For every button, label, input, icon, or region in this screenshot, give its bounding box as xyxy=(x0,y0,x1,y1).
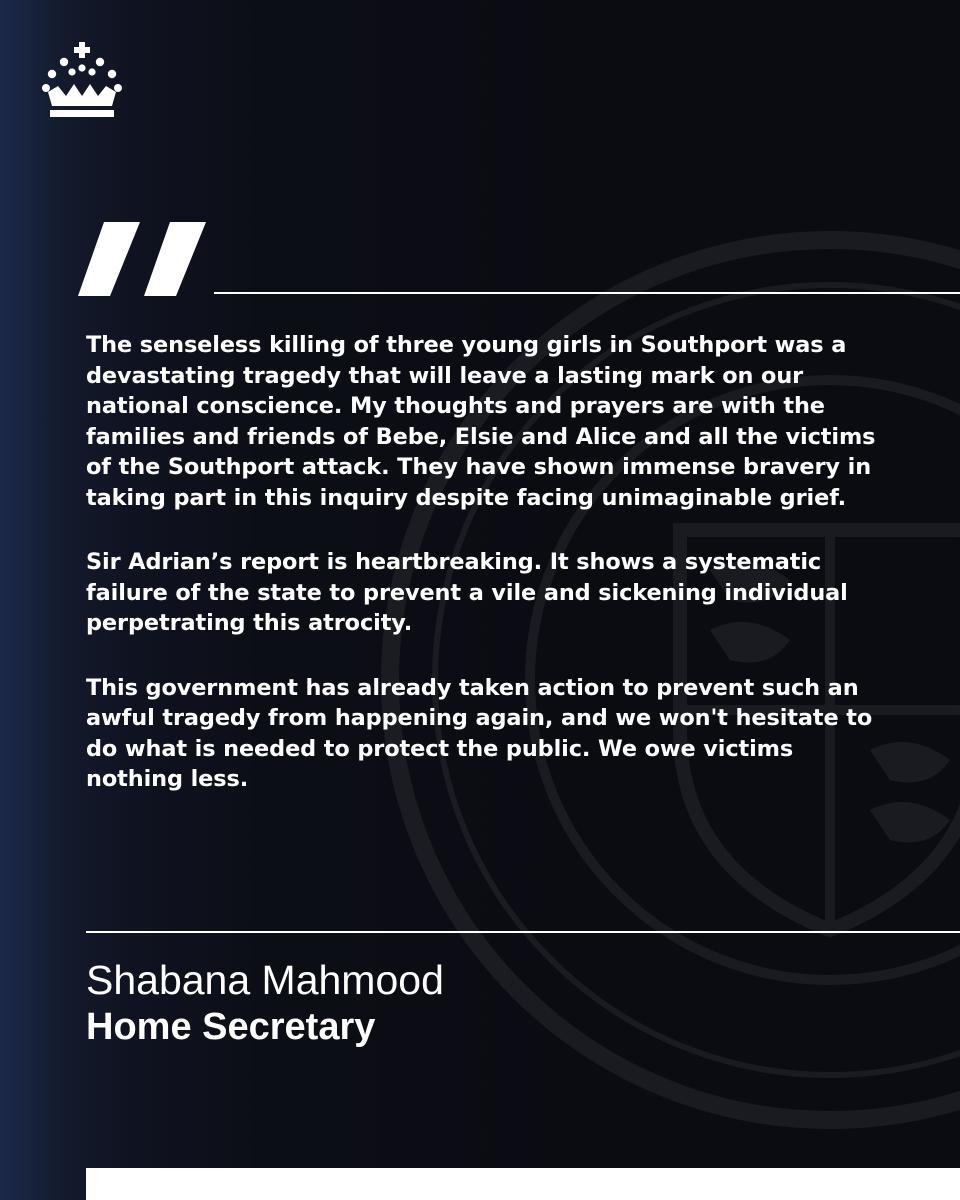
signatory-name: Shabana Mahmood xyxy=(86,957,444,1003)
quote-body xyxy=(86,330,886,829)
quotation-mark-icon xyxy=(78,222,208,296)
royal-crown-icon xyxy=(42,40,122,118)
top-divider xyxy=(214,292,960,294)
bottom-white-bar xyxy=(86,1168,960,1200)
signatory-title: Home Secretary xyxy=(86,1006,376,1048)
quote-paragraph-3: This government has already taken action to prevent such an awful tragedy from happening again, and we won't hesitate to do what is needed to protect the public. We owe victims nothing less. xyxy=(86,674,873,792)
quote-paragraph-2: Sir Adrian’s report is heartbreaking. It shows a systematic failure of the state to prevent a vile and sickening individual perpetrating this atrocity. xyxy=(86,549,848,636)
quote-paragraph-1: The senseless killing of three young girls in Southport was a devastating tragedy that will leave a lasting mark on our national conscience. My thoughts and prayers are with the families and friends of Bebe, Elsie and Alice and all the victims of the Southport attack. They have shown immense bravery in taking part in this inquiry despite facing unimaginable grief. xyxy=(86,332,876,511)
bottom-divider xyxy=(86,931,960,933)
